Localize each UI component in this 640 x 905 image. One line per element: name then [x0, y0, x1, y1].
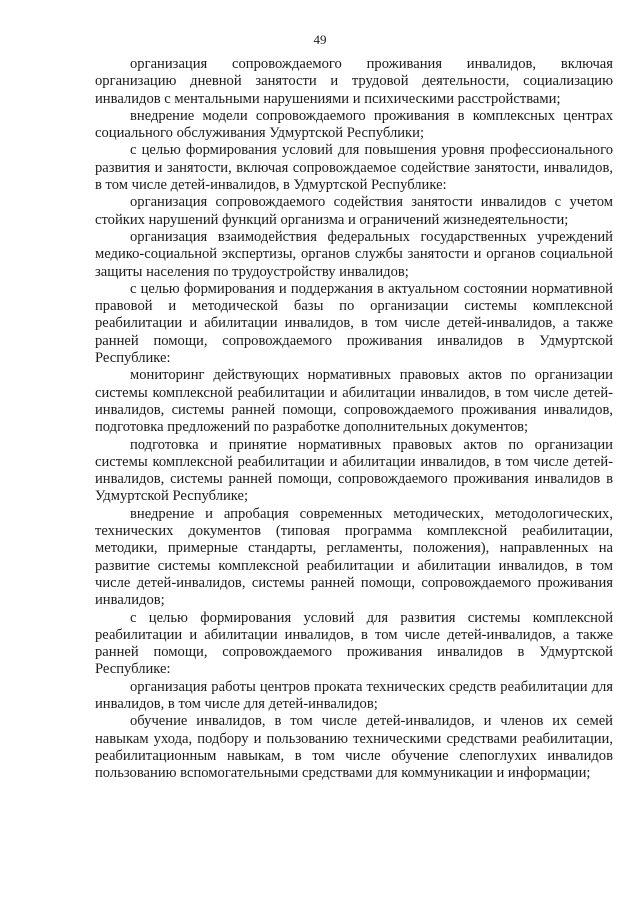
paragraph: внедрение и апробация современных методических, методологических, технических документов (типовая программа комплексной реабилитации, методики, примерные стандарты, регламенты, положения), направленных на развитие системы комплексной реабилитации и абилитации инвалидов, в том числе детей-инвалидов, системы ранней помощи, сопровождаемого проживания инвалидов;	[95, 505, 613, 609]
page-number: 49	[313, 32, 327, 47]
paragraph: внедрение модели сопровождаемого проживания в комплексных центрах социального обслуживания Удмуртской Республики;	[95, 107, 613, 142]
paragraph: с целью формирования и поддержания в актуальном состоянии нормативной правовой и методической базы по организации системы комплексной реабилитации и абилитации инвалидов, в том числе детей-инвалидов, а также ранней помощи, сопровождаемого проживания инвалидов в Удмуртской Республике:	[95, 280, 613, 367]
paragraph: организация работы центров проката технических средств реабилитации для инвалидов, в том числе для детей-инвалидов;	[95, 678, 613, 712]
paragraph: организация сопровождаемого содействия занятости инвалидов с учетом стойких нарушений функций организма и ограничений жизнедеятельности;	[95, 194, 613, 228]
paragraph: обучение инвалидов, в том числе детей-инвалидов, и членов их семей навыкам ухода, подбору и пользованию техническими средствами реабилитации, реабилитационным навыкам, в том числе обучение слепоглухих инвалидов пользованию вспомогательными средствами для коммуникации и информации;	[95, 713, 613, 782]
paragraph: подготовка и принятие нормативных правовых актов по организации системы комплексной реабилитации и абилитации инвалидов, в том числе детей-инвалидов, системы ранней помощи, сопровождаемого проживания инвалидов в Удмуртской Республике;	[95, 436, 613, 505]
paragraph: мониторинг действующих нормативных правовых актов по организации системы комплексной реабилитации и абилитации инвалидов, в том числе детей-инвалидов, системы ранней помощи, сопровождаемого проживания инвалидов, подготовка предложений по разработке дополнительных документов;	[95, 367, 613, 436]
paragraph: организация взаимодействия федеральных государственных учреждений медико-социальной экспертизы, органов службы занятости и органов социальной защиты населения по трудоустройству инвалидов;	[95, 228, 613, 280]
paragraph: организация сопровождаемого проживания инвалидов, включая организацию дневной занятости и трудовой деятельности, социализацию инвалидов с ментальными нарушениями и психическими расстройствами;	[95, 56, 613, 107]
document-body	[95, 56, 613, 782]
paragraph: с целью формирования условий для повышения уровня профессионального развития и занятости, включая сопровождаемое содействие занятости, инвалидов, в том числе детей-инвалидов, в Удмуртской Республике:	[95, 142, 613, 194]
paragraph: с целью формирования условий для развития системы комплексной реабилитации и абилитации инвалидов, в том числе детей-инвалидов, а также ранней помощи, сопровождаемого проживания инвалидов в Удмуртской Республике:	[95, 609, 613, 678]
